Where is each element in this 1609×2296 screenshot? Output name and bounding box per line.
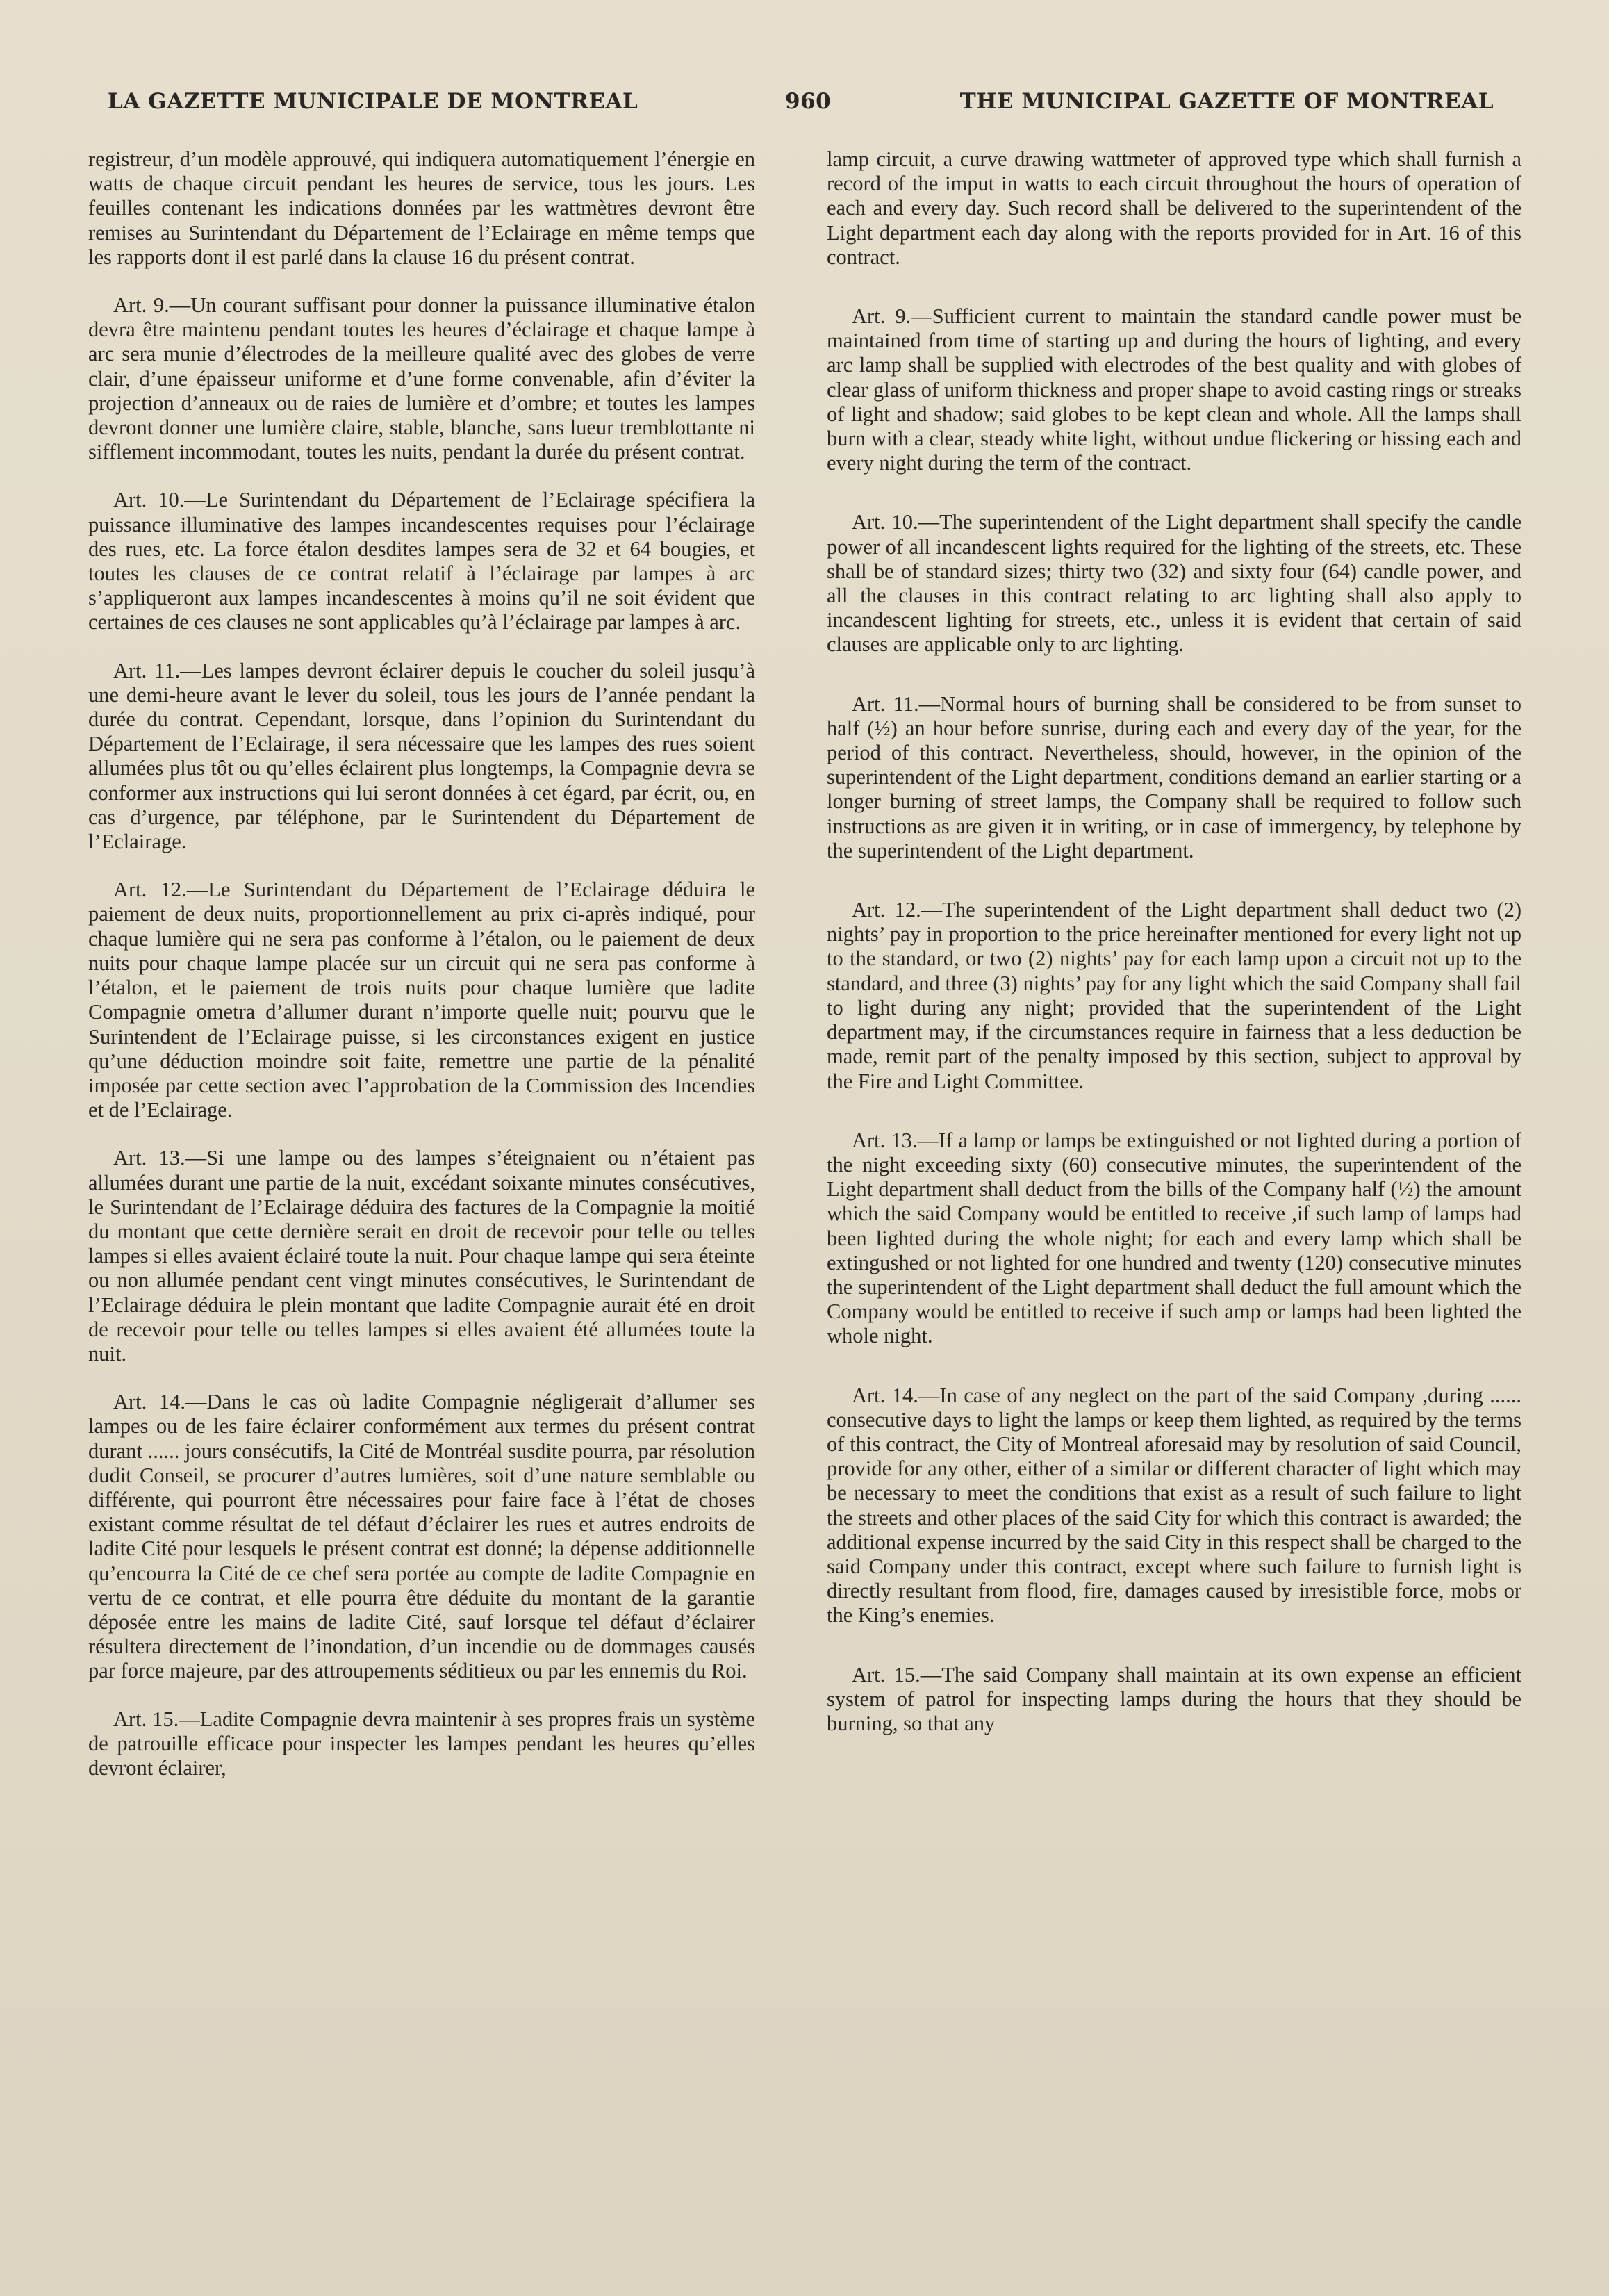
header-french-title: LA GAZETTE MUNICIPALE DE MONTREAL [108, 89, 638, 114]
english-paragraph-continuation: lamp circuit, a curve drawing wattmeter of approved type which shall furnish a record of the imput in watts to each circuit throughout the hours of operation of each and every day. Such record shall be delivered to the superintendent of the Light department each day along with the reports provided for in Art. 16 of this contract. [827, 147, 1521, 269]
french-article-9: Art. 9.—Un courant suffisant pour donner la puissance illuminative étalon devra être maintenu pendant toutes les heures d’éclairage et chaque lampe à arc sera munie d’électrodes de la meilleure qualité avec des globes de verre clair, d’une épaisseur uniforme et d’une forme convenable, afin d’éviter la projection d’anneaux ou de raies de lumière et d’ombre; et toutes les lampes devront donner une lumière claire, stable, blanche, sans lueur tremblottante ni sifflement incommodant, toutes les nuits, pendant la durée du présent contrat. [88, 293, 755, 464]
english-article-15: Art. 15.—The said Company shall maintain at its own expense an efficient system of patrol for inspecting lamps during the hours that they should be burning, so that any [827, 1662, 1521, 1735]
page-header [108, 89, 1494, 124]
french-article-12: Art. 12.—Le Surintendant du Département de l’Eclairage déduira le paiement de deux nuits, proportionnellement au prix ci-après indiqué, pour chaque lumière qui ne sera pas conforme à l’étalon, ou le paiement de deux nuits pour chaque lampe placée sur un circuit qui ne sera pas conforme à l’étalon, et le paiement de trois nuits pour chaque lumière que ladite Compagnie ometra d’allumer durant n’importe quelle nuit; pourvu que le Surintendent de l’Eclairage puisse, si les circonstances exigent en justice qu’une déduction moindre soit faite, remettre une partie de la pénalité imposée par cette section avec l’approbation de la Commission des Incendies et de l’Eclairage. [88, 878, 755, 1122]
french-column [88, 147, 755, 1804]
english-article-12: Art. 12.—The superintendent of the Light department shall deduct two (2) nights’ pay in proportion to the price hereinafter mentioned for every light not up to the standard, or two (2) nights’ pay for each lamp upon a circuit not up to the standard, and three (3) nights’ pay for any light which the said Company shall fail to light during any night; provided that the superintendent of the Light department may, if the circumstances require in fairness that a less deduction be made, remit part of the penalty imposed by this section, subject to approval by the Fire and Light Committee. [827, 898, 1521, 1093]
english-column [827, 147, 1521, 1771]
french-article-10: Art. 10.—Le Surintendant du Département de l’Eclairage spécifiera la puissance illuminative des lampes incandescentes requises pour l’éclairage des rues, etc. La force étalon desdites lampes sera de 32 et 64 bougies, et toutes les clauses de ce contrat relatif à l’éclairage par lampes à arc s’appliqueront aux lampes incandescentes à moins qu’il ne soit évident que certaines de ces clauses ne sont applicables qu’à l’éclairage par lampes à arc. [88, 488, 755, 634]
english-article-10: Art. 10.—The superintendent of the Light department shall specify the candle power of all incandescent lights required for the lighting of the streets, etc. These shall be of standard sizes; thirty two (32) and sixty four (64) candle power, and all the clauses in this contract relating to arc lighting shall also apply to incandescent lighting for streets, etc., unless it is evident that certain of said clauses are applicable only to arc lighting. [827, 510, 1521, 657]
header-english-title: THE MUNICIPAL GAZETTE OF MONTREAL [959, 89, 1494, 114]
french-article-11: Art. 11.—Les lampes devront éclairer depuis le coucher du soleil jusqu’à une demi-heure avant le lever du soleil, tous les jours de l’année pendant la durée du contrat. Cependant, lorsque, dans l’opinion du Surintendant du Département de l’Eclairage, il sera nécessaire que les lampes des rues soient allumées plus tôt ou qu’elles éclairent plus longtemps, la Compagnie devra se conformer aux instructions qui lui seront données à cet égard, par écrit, ou, en cas d’urgence, par téléphone, par le Surintendent du Département de l’Eclairage. [88, 658, 755, 854]
english-article-11: Art. 11.—Normal hours of burning shall be considered to be from sunset to half (½) an hour before sunrise, during each and every day of the year, for the period of this contract. Nevertheless, should, however, in the opinion of the superintendent of the Light department, conditions demand an earlier starting or a longer burning of street lamps, the Company shall be required to follow such instructions as are given it in writing, or in case of immergency, by telephone by the superintendent of the Light department. [827, 691, 1521, 862]
english-article-14: Art. 14.—In case of any neglect on the part of the said Company ,during ...... consecutive days to light the lamps or keep them lighted, as required by the terms of this contract, the City of Montreal aforesaid may by resolution of said Council, provide for any other, either of a similar or different character of light which may be necessary to meet the conditions that exist as a result of such failure to light the streets and other places of the said City for which this contract is awarded; the additional expense incurred by the said City in this respect shall be charged to the said Company under this contract, except where such failure to furnish light is directly resultant from flood, fire, damages caused by irresistible force, mobs or the King’s enemies. [827, 1383, 1521, 1627]
english-article-13: Art. 13.—If a lamp or lamps be extinguished or not lighted during a portion of the night exceeding sixty (60) consecutive minutes, the superintendent of the Light department shall deduct from the bills of the Company half (½) the amount which the said Company would be entitled to receive ,if such lamp of lamps had been lighted during the whole night; for each and every lamp which shall be extingushed or not lighted for one hundred and twenty (120) consecutive minutes the superintendent of the Light department shall deduct the full amount which the Company would be entitled to receive if such amp or lamps had been lighted the whole night. [827, 1128, 1521, 1348]
french-article-13: Art. 13.—Si une lampe ou des lampes s’éteignaient ou n’étaient pas allumées durant une partie de la nuit, excédant soixante minutes consécutives, le Surintendant de l’Eclairage déduira des factures de la Compagnie la moitié du montant que cette dernière serait en droit de recevoir pour telle ou telles lampes si elles avaient éclairé toute la nuit. Pour chaque lampe qui sera éteinte ou non allumée pendant cent vingt minutes consécutives, le Surintendant de l’Eclairage déduira le plein montant que ladite Compagnie aurait été en droit de recevoir pour telle ou telles lampes si elles avaient été allumées toute la nuit. [88, 1146, 755, 1366]
french-paragraph-continuation: registreur, d’un modèle approuvé, qui indiquera automatiquement l’énergie en watts de chaque circuit pendant les heures de service, tous les jours. Les feuilles contenant les indications données par les wattmètres devront être remises au Surintendant du Département de l’Eclairage en même temps que les rapports dont il est parlé dans la clause 16 du présent contrat. [88, 147, 755, 269]
english-article-9: Art. 9.—Sufficient current to maintain the standard candle power must be maintained from time of starting up and during the hours of lighting, and every arc lamp shall be supplied with electrodes of the best quality and with globes of clear glass of uniform thickness and proper shape to avoid casting rings or streaks of light and shadow; said globes to be kept clean and whole. All the lamps shall burn with a clear, steady white light, without undue flickering or hissing each and every night during the term of the contract. [827, 304, 1521, 475]
page-number: 960 [785, 89, 832, 114]
french-article-14: Art. 14.—Dans le cas où ladite Compagnie négligerait d’allumer ses lampes ou de les faire éclairer conformément aux termes du présent contrat durant ...... jours consécutifs, la Cité de Montréal susdite pourra, par résolution dudit Conseil, se procurer d’autres lumières, soit d’une nature semblable ou différente, qui pourront être nécessaires pour faire face à l’état de choses existant comme résultat de tel défaut d’éclairer les rues et autres endroits de ladite Cité pour lesquels le présent contrat est donné; la dépense additionnelle qu’encourra la Cité de ce chef sera portée au compte de ladite Compagnie en vertu de ce contrat, et elle pourra être déduite du montant de la garantie déposée entre les mains de ladite Cité, sauf lorsque tel défaut d’éclairer résultera directement de l’inondation, d’un incendie ou de dommages causés par force majeure, par des attroupements séditieux ou par les ennemis du Roi. [88, 1390, 755, 1683]
french-article-15: Art. 15.—Ladite Compagnie devra maintenir à ses propres frais un système de patrouille efficace pour inspecter les lampes pendant les heures qu’elles devront éclairer, [88, 1707, 755, 1780]
